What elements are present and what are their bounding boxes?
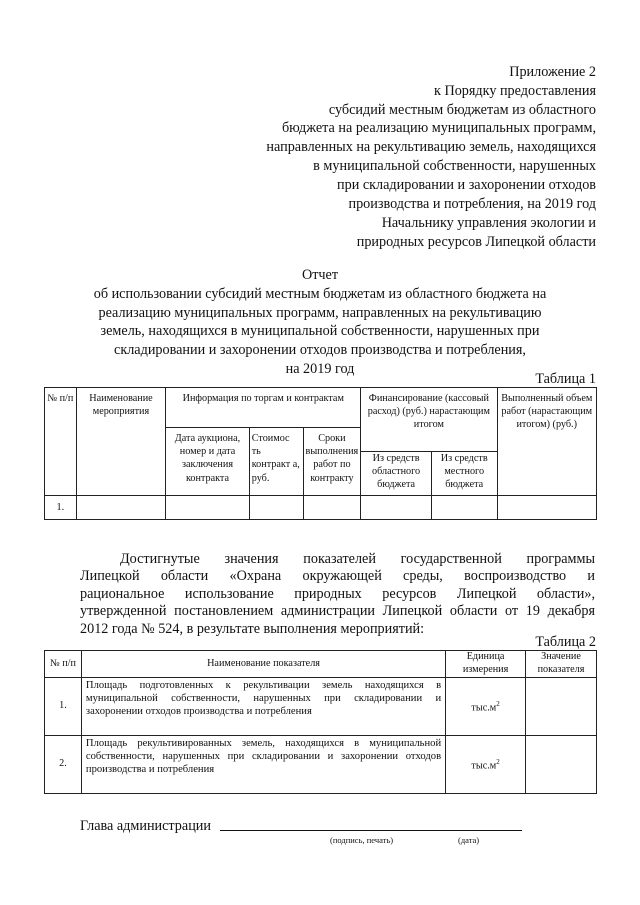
header-line: субсидий местным бюджетам из областного [328,101,596,118]
unit-sup: 2 [496,758,500,766]
paragraph-line: Достигнутые значения показателей государственной программы [120,551,595,567]
header-line: производства и потребления, на 2019 год [348,195,596,212]
indicators-paragraph [80,551,595,638]
paragraph-line: рациональное использование природных ресурсов Липецкой области», [80,585,595,602]
table1-cell [497,496,597,520]
title-line: земель, находящихся в муниципальной собственности, нарушенных при [100,323,540,340]
table2-label: Таблица 2 [535,634,596,650]
addressee-line: природных ресурсов Липецкой области [356,233,596,250]
header-line: Приложение 2 [509,64,596,80]
table1-header-terms: Сроки выполнения работ по контракту [303,428,361,496]
table-row [45,736,597,794]
addressee-line: Начальнику управления экологии и [381,215,596,231]
table1-header-name: Наименование мероприятия [76,388,166,496]
signature-hint: (подпись, печать) [330,835,394,845]
date-hint: (дата) [458,835,480,845]
header-line: бюджета на реализацию муниципальных программ, [281,120,596,137]
table2-row-name: Площадь рекультивированных земель, находящихся в муниципальной собственности, нарушенных при складировании и захоронении отходов производства и потребления [81,736,445,794]
table2 [44,650,597,794]
table1-header-torgi: Информация по торгам и контрактам [166,388,361,428]
title-line: об использовании субсидий местным бюджетам из областного бюджета на [93,285,547,302]
table1-header-fin: Финансирование (кассовый расход) (руб.) нарастающим итогом [361,388,497,452]
title-line: на 2019 год [285,360,355,377]
table1 [44,387,597,520]
table2-row-num: 1. [45,678,82,736]
title-line: Отчет [301,267,339,283]
addressee [357,214,596,252]
table1-header-date: Дата аукциона, номер и дата заключения контракта [166,428,249,496]
unit-sup: 2 [496,700,500,708]
signature-label: Глава администрации [80,818,211,834]
table1-row-num: 1. [45,496,77,520]
header-line: в муниципальной собственности, нарушенных [313,157,596,174]
table1-header-done: Выполненный объем работ (нарастающим итогом) (руб.) [497,388,597,496]
table1-header-cost: Стоимос ть контракт а, руб. [249,428,303,496]
table1-cell [303,496,361,520]
paragraph-line: утвержденной постановлением администрации Липецкой области от 19 декабря [80,603,595,620]
table2-header-name: Наименование показателя [81,651,445,678]
signature-line [220,830,522,831]
paragraph-line: Липецкой области «Охрана окружающей среды, воспроизводство и [80,568,595,585]
report-title [60,266,580,379]
table2-row-value [526,678,597,736]
table1-cell [76,496,166,520]
table1-header-local: Из средств местного бюджета [431,452,497,496]
header-line: при складировании и захоронении отходов [337,176,596,193]
table2-row-name: Площадь подготовленных к рекультивации земель находящихся в муниципальной собственности, нарушенных при складировании и захоронении отходов производства и потребления [81,678,445,736]
table2-row-unit [446,678,526,736]
title-line: реализацию муниципальных программ, направленных на рекультивацию [98,304,542,321]
table1-cell [431,496,497,520]
table1-label: Таблица 1 [535,371,596,387]
table1-header-regional: Из средств областного бюджета [361,452,432,496]
table1-cell [361,496,432,520]
title-line: складировании и захоронении отходов производства и потребления, [114,342,526,359]
table-row [45,678,597,736]
paragraph-line: 2012 года № 524, в результате выполнения мероприятий: [80,620,425,637]
table2-header-unit: Единица измерения [446,651,526,678]
table2-header-value: Значение показателя [526,651,597,678]
table1-cell [166,496,249,520]
unit-text: тыс.м [471,760,497,772]
table2-header-num: № п/п [45,651,82,678]
unit-text: тыс.м [471,702,497,714]
appendix-header [266,63,596,213]
table1-cell [249,496,303,520]
table2-row-unit [446,736,526,794]
header-line: направленных на рекультивацию земель, находящихся [266,139,596,156]
table2-row-num: 2. [45,736,82,794]
table1-header-num: № п/п [45,388,77,496]
table2-row-value [526,736,597,794]
header-line: к Порядку предоставления [434,82,596,99]
